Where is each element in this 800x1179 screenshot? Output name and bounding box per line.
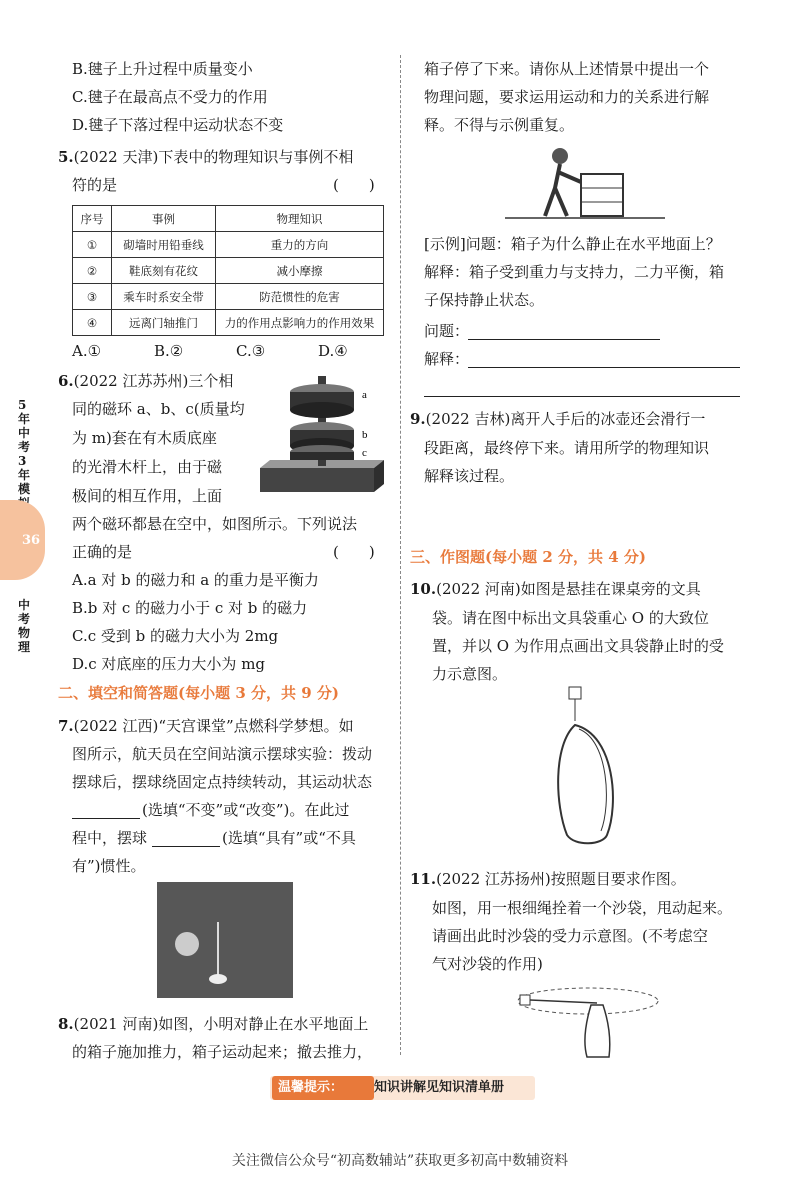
q6-option-a: A.a 对 b 的磁力和 a 的重力是平衡力 (72, 571, 319, 589)
q10-source: (2022 河南) (436, 580, 521, 598)
q6-paren: ( ) (333, 543, 375, 561)
q10-text-1: 如图是悬挂在课桌旁的文具 (520, 580, 701, 598)
q6-option-b: B.b 对 c 的磁力小于 c 对 b 的磁力 (72, 599, 308, 617)
question-6 (58, 367, 233, 395)
q4-option-d: D.毽子下落过程中运动状态不变 (72, 116, 284, 134)
explain-label: 解释： (424, 350, 470, 368)
q8-cont-1: 箱子停了下来。请你从上述情景中提出一个 (424, 60, 710, 78)
q11-text-3: 请画出此时沙袋的受力示意图。(不考虑空 (432, 927, 708, 945)
question-9 (410, 405, 705, 433)
q10-text-4: 力示意图。 (432, 665, 508, 683)
q7-text-1: “天宫课堂”点燃科学梦想。如 (158, 717, 354, 735)
q8-number: 8. (58, 1015, 74, 1033)
question-8 (58, 1010, 368, 1038)
tip-label: 温馨提示： (272, 1076, 374, 1100)
table-cell: ① (73, 232, 112, 258)
q5-option-b: B.② (154, 342, 184, 360)
q7-text-4: (选填“不变”或“改变”)。在此过 (142, 801, 350, 819)
push-box-figure (505, 146, 665, 222)
pencil-bag-figure (545, 685, 625, 850)
table-cell: ④ (73, 310, 112, 336)
question-7 (58, 712, 354, 740)
table-cell: 防范惯性的危害 (216, 284, 384, 310)
q9-text-2: 段距离，最终停下来。请用所学的物理知识 (424, 439, 710, 457)
explain-answer-line-1[interactable] (468, 367, 740, 368)
q7-text-7: 有”)惯性。 (72, 857, 146, 875)
q7-blank-2[interactable] (152, 846, 220, 847)
q4-option-b: B.毽子上升过程中质量变小 (72, 60, 253, 78)
q6-text-6: 两个磁环都悬在空中，如图所示。下列说法 (72, 515, 358, 533)
q5-paren: ( ) (333, 176, 375, 194)
q7-text-2: 图所示，航天员在空间站演示摆球实验：拨动 (72, 745, 373, 763)
q8-source: (2021 河南) (73, 1015, 159, 1033)
section-2-heading: 二、填空和简答题(每小题 3 分，共 9 分) (58, 684, 339, 702)
page-number: 36 (22, 533, 41, 548)
table-cell: 减小摩擦 (216, 258, 384, 284)
q8-cont-3: 释。不得与示例重复。 (424, 116, 575, 134)
q4-option-c: C.毽子在最高点不受力的作用 (72, 88, 268, 106)
q5-option-c: C.③ (236, 342, 266, 360)
q6-text-7: 正确的是 (72, 543, 133, 561)
section-3-heading: 三、作图题(每小题 2 分，共 4 分) (410, 548, 646, 566)
q5-number: 5. (58, 148, 74, 166)
question-label: 问题： (424, 322, 470, 340)
q7-source: (2022 江西) (73, 717, 159, 735)
example-line-1: [示例]问题：箱子为什么静止在水平地面上？ (424, 235, 721, 253)
q9-text-3: 解释该过程。 (424, 467, 515, 485)
q6-option-d: D.c 对底座的压力大小为 mg (72, 655, 266, 673)
q6-text-1: 三个相 (188, 372, 234, 390)
q8-continued (424, 55, 709, 139)
q11-number: 11. (410, 870, 437, 888)
q6-text-5: 极间的相互作用，上面 (72, 487, 223, 505)
q6-text-3: 为 m)套在有木质底座 (72, 429, 217, 447)
table-row (73, 232, 384, 258)
q4-options (72, 55, 283, 139)
q6-text-2: 同的磁环 a、b、c(质量均 (72, 400, 245, 418)
table-header-row (73, 206, 384, 232)
q8-text-1: 如图，小明对静止在水平地面上 (158, 1015, 369, 1033)
table-cell: 重力的方向 (216, 232, 384, 258)
question-answer-line[interactable] (468, 339, 660, 340)
q11-text-4: 气对沙袋的作用) (432, 955, 543, 973)
q7-text-3: 摆球后，摆球绕固定点持续转动，其运动状态 (72, 773, 373, 791)
q8-text-2: 的箱子施加推力，箱子运动起来；撤去推力， (72, 1043, 373, 1061)
q9-source: (2022 吉林) (425, 410, 511, 428)
example-block (424, 230, 724, 314)
table-cell: 力的作用点影响力的作用效果 (216, 310, 384, 336)
series-title: 5年中考3年模 (18, 398, 31, 496)
q6-options (72, 566, 319, 678)
q6-number: 6. (58, 372, 74, 390)
q5-option-d: D.④ (318, 342, 348, 360)
q11-text-2: 如图，用一根细绳拴着一个沙袋，甩动起来。 (432, 899, 733, 917)
question-5 (58, 143, 388, 171)
q5-options (72, 337, 392, 365)
table-row (73, 310, 384, 336)
table-cell: ② (73, 258, 112, 284)
tip-text: 知识讲解见知识清单册 (374, 1080, 505, 1095)
table-cell: 乘车时系安全带 (112, 284, 216, 310)
q6-text-4: 的光滑木杆上，由于磁 (72, 458, 223, 476)
question-10 (410, 575, 701, 603)
question-11 (410, 865, 686, 893)
sandbag-figure (513, 985, 663, 1061)
q7-blank-1[interactable] (72, 818, 140, 819)
pendulum-photo (157, 882, 293, 998)
q5-text-1: 下表中的物理知识与事例不相 (158, 148, 354, 166)
explain-answer-line-2[interactable] (424, 396, 740, 397)
q7-number: 7. (58, 717, 74, 735)
q11-source: (2022 江苏扬州) (436, 870, 551, 888)
table-row (73, 284, 384, 310)
example-line-2: 解释：箱子受到重力与支持力，二力平衡，箱 (424, 263, 725, 281)
q5-text-2: 符的是 (72, 176, 118, 194)
q5-option-a: A.① (72, 342, 102, 360)
table-header: 序号 (73, 206, 112, 232)
q7-text-5: 程中，摆球 (72, 829, 148, 847)
fig-label-c: c (362, 447, 367, 459)
footer-note: 关注微信公众号“初高数辅站”获取更多初高中数辅资料 (231, 1153, 569, 1169)
q7-text-6: (选填“具有”或“不具 (222, 829, 356, 847)
q5-source: (2022 天津) (73, 148, 159, 166)
table-cell: ③ (73, 284, 112, 310)
magnet-rings-figure (256, 372, 388, 496)
subject-title: 中考物理 (18, 598, 31, 654)
table-row (73, 258, 384, 284)
q10-number: 10. (410, 580, 437, 598)
table-cell: 鞋底刻有花纹 (112, 258, 216, 284)
q5-table (72, 205, 384, 336)
table-header: 事例 (112, 206, 216, 232)
q10-text-3: 置，并以 O 为作用点画出文具袋静止时的受 (432, 637, 724, 655)
q11-text-1: 按照题目要求作图。 (550, 870, 686, 888)
q6-source: (2022 江苏苏州) (73, 372, 189, 390)
fig-label-a: a (362, 389, 367, 401)
table-cell: 砌墙时用铅垂线 (112, 232, 216, 258)
q10-text-2: 袋。请在图中标出文具袋重心 O 的大致位 (432, 609, 709, 627)
q9-number: 9. (410, 410, 426, 428)
table-cell: 远离门轴推门 (112, 310, 216, 336)
column-divider (400, 55, 401, 1055)
table-header: 物理知识 (216, 206, 384, 232)
example-line-3: 子保持静止状态。 (424, 291, 545, 309)
q9-text-1: 离开人手后的冰壶还会滑行一 (510, 410, 706, 428)
q8-cont-2: 物理问题，要求运用运动和力的关系进行解 (424, 88, 710, 106)
fig-label-b: b (362, 429, 368, 441)
q6-option-c: C.c 受到 b 的磁力大小为 2mg (72, 627, 279, 645)
